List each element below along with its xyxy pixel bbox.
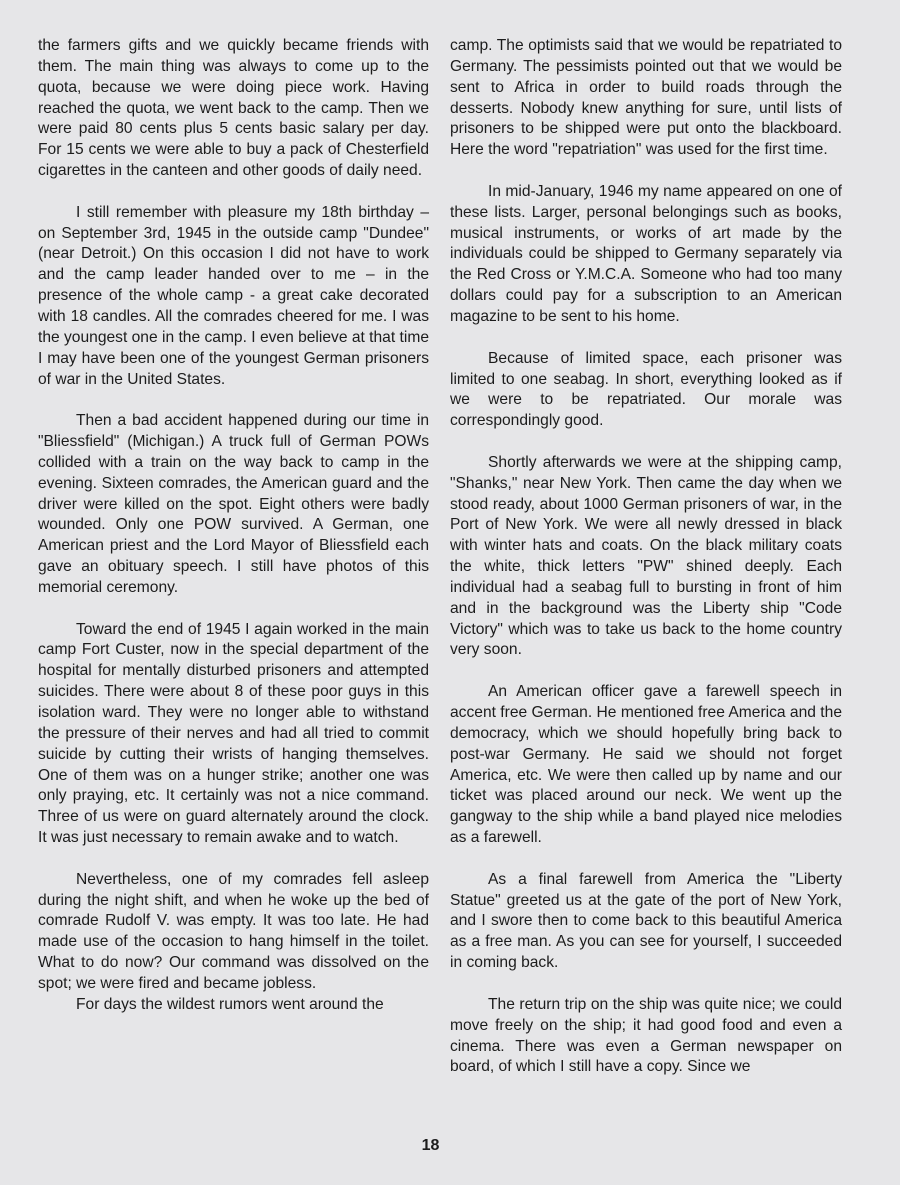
paragraph-rumors: For days the wildest rumors went around the [76, 995, 384, 1013]
paragraph-optimists: camp. The optimists said that we would be repatriated to Germany. The pessimists pointed out that we would be sent to Africa in order to build roads through the desserts. Nobody knew anything for sure, until lists of prisoners to be shipped were put onto the blackboard. Here the word "repatriation" was used for the first time. [450, 37, 842, 159]
paragraph-night-shift: Nevertheless, one of my comrades fell asleep during the night shift, and when he woke up the bed of comrade Rudolf V. was empty. It was too late. He had made use of the occasion to hang himself in the toilet. What to do now? Our command was dissolved on the spot; we were fired and became jobless. [38, 870, 429, 992]
left-column [38, 36, 429, 1016]
paragraph-return-trip: The return trip on the ship was quite nice; we could move freely on the ship; it had good food and even a cinema. There was even a German newspaper on board, of which I still have a copy. Since we [450, 995, 842, 1076]
paragraph-farewell-speech: An American officer gave a farewell speech in accent free German. He mentioned free America and the democracy, which we should hopefully bring back to post-war Germany. He said we should not forget America, etc. We were then called up by name and our ticket was placed around our neck. We went up the gangway to the ship while a band played nice melodies as a farewell. [450, 683, 842, 847]
paragraph-accident: Then a bad accident happened during our time in "Bliessfield" (Michigan.) A truck full of German POWs collided with a train on the way back to camp in the evening. Sixteen comrades, the American guard and the driver were killed on the spot. Eight others were badly wounded. Only one POW survived. A German, one American priest and the Lord Mayor of Bliessfield each gave an obituary speech. I still have photos of this memorial ceremony. [38, 412, 429, 596]
paragraph-hospital: Toward the end of 1945 I again worked in the main camp Fort Custer, now in the special department of the hospital for mentally disturbed prisoners and attempted suicides. There were about 8 of these poor guys in this isolation ward. They were no longer able to withstand the pressure of their nerves and had all tried to commit suicide by cutting their wrists of hanging themselves. One of them was on a hunger strike; another one was only praying, etc. It certainly was not a nice command. Three of us were on guard alternately around the clock. It was just necessary to remain awake and to watch. [38, 620, 429, 847]
paragraph-birthday: I still remember with pleasure my 18th birthday – on September 3rd, 1945 in the outside camp "Dundee" (near Detroit.) On this occasion I did not have to work and the camp leader handed over to me – in the presence of the whole camp - a great cake decorated with 18 candles. All the comrades cheered for me. I was the youngest one in the camp. I even believe at that time I may have been one of the youngest German prisoners of war in the United States. [38, 203, 429, 388]
paragraph-liberty-statue: As a final farewell from America the "Liberty Statue" greeted us at the gate of the port of New York, and I swore then to come back to this beautiful America as a free man. As you can see for yourself, I succeeded in coming back. [450, 870, 842, 972]
paragraph-farm-work: the farmers gifts and we quickly became friends with them. The main thing was always to come up to the quota, because we were doing piece work. Having reached the quota, we went back to the camp. Then we were paid 80 cents plus 5 cents basic salary per day. For 15 cents we were able to buy a pack of Chesterfield cigarettes in the canteen and other goods of daily need. [38, 37, 429, 180]
paragraph-shipping-camp: Shortly afterwards we were at the shipping camp, "Shanks," near New York. Then came the day when we stood ready, about 1000 German prisoners of war, in the Port of New York. We were all newly dressed in black with winter hats and coats. On the black military coats the white, thick letters "PW" shined deeply. Each individual had a seabag full to bursting in front of him and in the background was the Liberty ship "Code Victory" which was to take us back to the home country very soon. [450, 453, 842, 659]
paragraph-lists: In mid-January, 1946 my name appeared on one of these lists. Larger, personal belongings such as books, musical instruments, or works of art made by the individuals could be shipped to Germany separately via the Red Cross or Y.M.C.A. Someone who had too many dollars could pay for a subscription to an American magazine to be sent to his home. [450, 182, 842, 325]
page-number: 18 [421, 1137, 440, 1154]
right-column [450, 36, 842, 1078]
paragraph-seabag: Because of limited space, each prisoner was limited to one seabag. In short, everything looked as if we were to be repatriated. Our morale was correspondingly good. [450, 349, 842, 430]
